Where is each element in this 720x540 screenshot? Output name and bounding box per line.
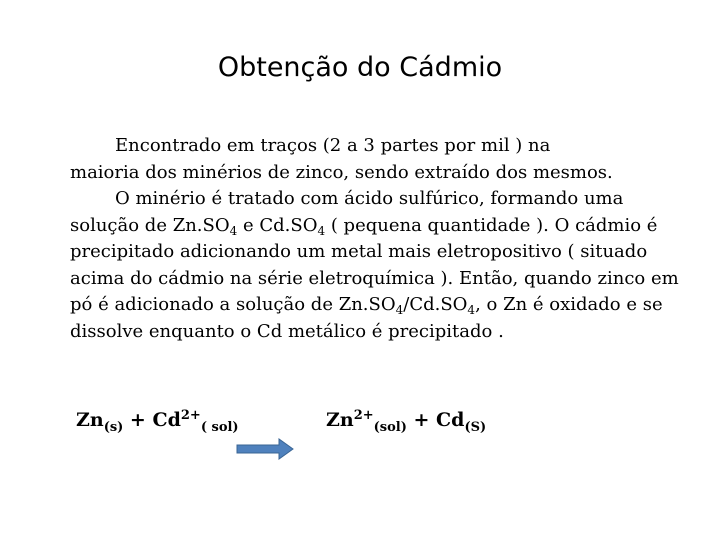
reaction-arrow-icon [236, 438, 294, 460]
reactant-cd-state: ( sol) [200, 420, 239, 435]
slide-body [70, 133, 695, 345]
equation-products [326, 408, 487, 435]
product-zn: Zn [326, 409, 354, 431]
subscript-4: 4 [317, 223, 326, 238]
paragraph-2-text-3: ( pequena quantidade ). O cádmio é precipitado adicionando um metal mais eletropositivo ( situado acima do cádmio na série eletroquímica ). Então, quando zinco em pó é adicionado a solução de Zn.SO [70, 214, 679, 315]
subscript-4: 4 [395, 303, 404, 317]
paragraph-2-text-1: O minério é tratado com ácido sulfúrico, formando uma solução de Zn.SO [70, 188, 624, 236]
paragraph-2-text-2: e Cd.SO [237, 214, 318, 236]
reactant-zn: Zn [76, 409, 104, 431]
paragraph-2 [70, 186, 695, 345]
product-plus-cd: + Cd [406, 409, 465, 431]
paragraph-2-text-4: /Cd.SO [403, 294, 468, 315]
subscript-4: 4 [229, 223, 238, 238]
paragraph-1-line-1: Encontrado em traços (2 a 3 partes por mil ) na [115, 135, 551, 156]
product-cd-state: (S) [464, 420, 487, 435]
product-zn-state: (sol) [373, 420, 407, 435]
paragraph-1 [70, 133, 695, 186]
slide-title: Obtenção do Cádmio [217, 52, 503, 83]
reactant-zn-state: (s) [103, 420, 124, 435]
equation-reactants [76, 408, 239, 435]
paragraph-1-line-2: maioria dos minérios de zinco, sendo extraído dos mesmos. [70, 161, 613, 183]
paragraph-2-text-5: , o Zn é oxidado e se dissolve enquanto o Cd metálico é precipitado . [70, 294, 663, 342]
product-zn-charge: 2+ [353, 408, 374, 423]
reactant-cd-charge: 2+ [180, 408, 201, 423]
subscript-4: 4 [467, 303, 476, 317]
reactant-plus-cd: + Cd [123, 409, 181, 431]
